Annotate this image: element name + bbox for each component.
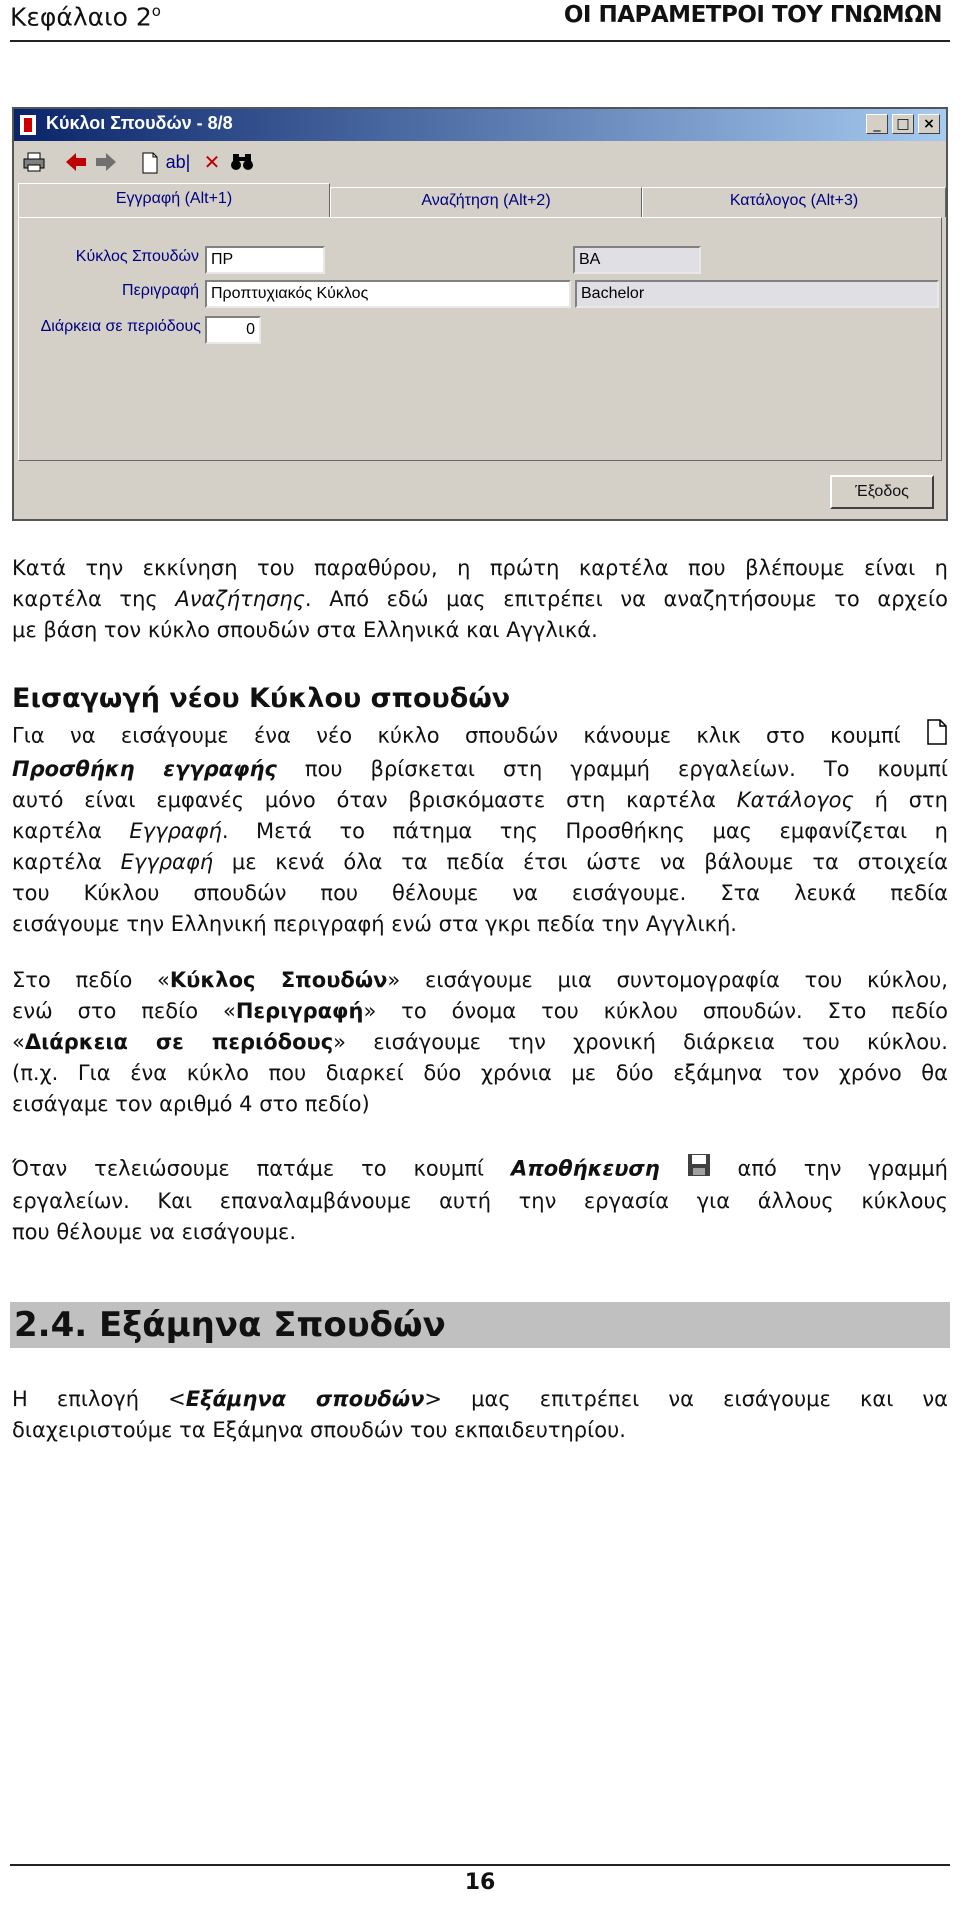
intro-paragraph bbox=[12, 553, 948, 646]
semesters-paragraph bbox=[12, 1384, 948, 1446]
text-line: (π.χ. Για ένα κύκλο που διαρκεί δύο χρόνια με δύο εξάμηνα τον χρόνο θα bbox=[12, 1061, 948, 1085]
exit-button[interactable]: Έξοδος bbox=[830, 475, 934, 509]
window-tabs bbox=[18, 183, 942, 217]
window-titlebar bbox=[14, 109, 946, 141]
tab-record[interactable]: Εγγραφή (Alt+1) bbox=[18, 183, 330, 217]
rename-icon[interactable]: ab| bbox=[165, 152, 191, 172]
save-icon bbox=[687, 1153, 711, 1186]
text-line: αυτό είναι εμφανές μόνο όταν βρισκόμαστε στη καρτέλα Κατάλογος ή στη bbox=[12, 788, 948, 812]
binoculars-icon[interactable] bbox=[228, 149, 256, 175]
text-line: «Διάρκεια σε περιόδους» εισάγουμε την χρονική διάρκεια του κύκλου. bbox=[12, 1030, 948, 1054]
text-line: Όταν τελειώσουμε πατάμε το κουμπί Αποθήκευση από την γραμμή bbox=[12, 1153, 948, 1186]
text-line: του Κύκλου σπουδών που θέλουμε να εισάγουμε. Στα λευκά πεδία bbox=[12, 881, 948, 905]
new-cycle-paragraph bbox=[12, 719, 948, 940]
duration-label: Διάρκεια σε περιόδους bbox=[40, 318, 201, 335]
text-line: εισάγαμε τον αριθμό 4 στο πεδίο) bbox=[12, 1092, 370, 1116]
text-line: Στο πεδίο «Κύκλος Σπουδών» εισάγουμε μια συντομογραφία του κύκλου, bbox=[12, 968, 948, 992]
cycle-label: Κύκλος Σπουδών bbox=[75, 248, 199, 265]
fields-paragraph bbox=[12, 965, 948, 1120]
new-record-icon bbox=[926, 719, 948, 754]
cycle-greek-field[interactable]: ΠΡ bbox=[205, 246, 325, 274]
new-record-icon[interactable] bbox=[136, 149, 164, 175]
maximize-button[interactable]: □ bbox=[892, 114, 914, 134]
toolbar bbox=[18, 145, 942, 181]
text-line: εισάγουμε την Ελληνική περιγραφή ενώ στα γκρι πεδία την Αγγλική. bbox=[12, 912, 737, 936]
text-line: ενώ στο πεδίο «Περιγραφή» το όνομα του κύκλου σπουδών. Στο πεδίο bbox=[12, 999, 948, 1023]
record-panel bbox=[18, 217, 942, 461]
study-cycles-window bbox=[12, 107, 948, 521]
tab-catalog[interactable]: Κατάλογος (Alt+3) bbox=[642, 187, 946, 217]
chapter-title: ΟΙ ΠΑΡΑΜΕΤΡΟΙ ΤΟΥ ΓΝΩΜΩΝ bbox=[563, 2, 942, 28]
close-button[interactable]: × bbox=[918, 114, 940, 134]
description-english-field[interactable]: Bachelor bbox=[575, 280, 939, 308]
chapter-label: Κεφάλαιο $2^o$ bbox=[10, 2, 161, 32]
section-heading-semesters: 2.4. Εξάμηνα Σπουδών bbox=[14, 1305, 446, 1345]
text-line: καρτέλα Εγγραφή με κενά όλα τα πεδία έτσι ώστε να βάλουμε τα στοιχεία bbox=[12, 850, 948, 874]
text-line: Κατά την εκκίνηση του παραθύρου, η πρώτη καρτέλα που βλέπουμε είναι η bbox=[12, 556, 948, 580]
save-paragraph bbox=[12, 1153, 948, 1248]
description-label: Περιγραφή bbox=[122, 282, 199, 299]
text-line: διαχειριστούμε τα Εξάμηνα σπουδών του εκπαιδευτηρίου. bbox=[12, 1418, 626, 1442]
description-greek-field[interactable]: Προπτυχιακός Κύκλος bbox=[205, 280, 571, 308]
text-line: Για να εισάγουμε ένα νέο κύκλο σπουδών κάνουμε κλικ στο κουμπί bbox=[12, 719, 948, 754]
page-number: 16 bbox=[464, 1870, 496, 1895]
delete-icon[interactable]: ✕ bbox=[203, 150, 221, 174]
duration-field[interactable]: 0 bbox=[205, 316, 261, 344]
section-heading-new-cycle: Εισαγωγή νέου Κύκλου σπουδών bbox=[12, 683, 511, 714]
text-line: εργαλείων. Και επαναλαμβάνουμε αυτή την εργασία για άλλους κύκλους bbox=[12, 1189, 948, 1213]
text-line: Η επιλογή <Εξάμηνα σπουδών> μας επιτρέπει να εισάγουμε και να bbox=[12, 1387, 948, 1411]
text-line: που θέλουμε να εισάγουμε. bbox=[12, 1220, 297, 1244]
back-arrow-icon[interactable] bbox=[62, 149, 90, 175]
app-icon bbox=[20, 115, 36, 135]
text-line: με βάση τον κύκλο σπουδών στα Ελληνικά και Αγγλικά. bbox=[12, 618, 598, 642]
header-rule bbox=[10, 40, 950, 42]
text-line: Προσθήκη εγγραφής που βρίσκεται στη γραμμή εργαλείων. Το κουμπί bbox=[12, 757, 948, 781]
forward-arrow-icon[interactable] bbox=[92, 149, 120, 175]
text-line: καρτέλα Εγγραφή. Μετά το πάτημα της Προσθήκης μας εμφανίζεται η bbox=[12, 819, 948, 843]
window-title: Κύκλοι Σπουδών - 8/8 bbox=[46, 113, 233, 133]
print-icon[interactable] bbox=[20, 149, 48, 175]
text-line: καρτέλα της Αναζήτησης. Από εδώ μας επιτρέπει να αναζητήσουμε το αρχείο bbox=[12, 587, 948, 611]
footer-rule bbox=[10, 1864, 950, 1866]
minimize-button[interactable]: _ bbox=[866, 114, 888, 134]
cycle-english-field[interactable]: BA bbox=[573, 246, 701, 274]
tab-search[interactable]: Αναζήτηση (Alt+2) bbox=[330, 187, 642, 217]
